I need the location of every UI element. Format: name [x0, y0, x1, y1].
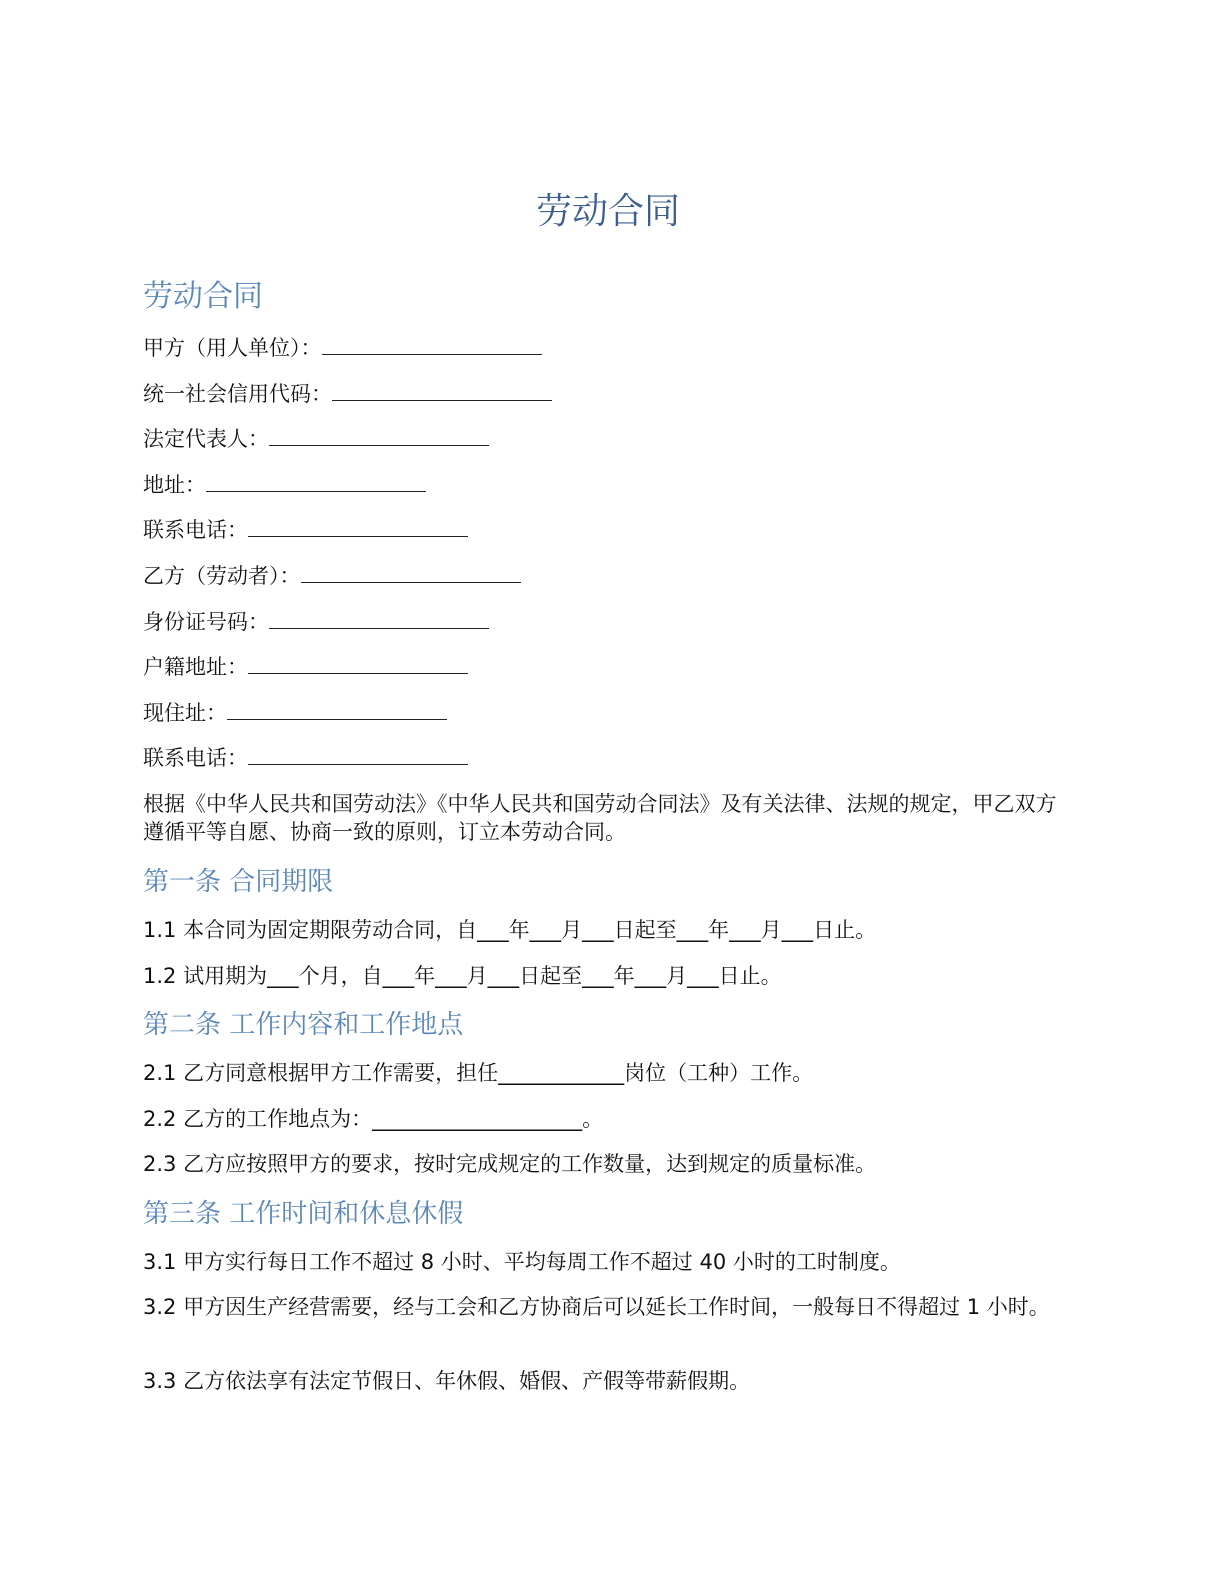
document-heading: 劳动合同 [143, 279, 263, 314]
fill-in-blank[interactable] [248, 653, 468, 674]
party-field-household-address[interactable] [143, 653, 468, 681]
fill-in-blank[interactable] [269, 425, 489, 446]
section-heading: 第一条 合同期限 [143, 867, 334, 897]
field-label: 法定代表人： [143, 427, 269, 451]
clause-text: 乙方的工作地点为：____________________。 [183, 1107, 604, 1131]
clause-number: 3.3 [143, 1369, 177, 1393]
party-field-employer-phone[interactable] [143, 516, 468, 544]
field-label: 地址： [143, 473, 206, 497]
field-label: 乙方（劳动者）： [143, 564, 301, 588]
clause [143, 1105, 603, 1133]
section-heading: 第二条 工作内容和工作地点 [143, 1010, 464, 1040]
clause-text: 甲方因生产经营需要，经与工会和乙方协商后可以延长工作时间，一般每日不得超过 1 小时。 [183, 1295, 1050, 1319]
field-label: 统一社会信用代码： [143, 382, 332, 406]
party-field-employee-phone[interactable] [143, 744, 468, 772]
fill-in-blank[interactable] [248, 516, 468, 537]
field-label: 现住址： [143, 701, 227, 725]
clause [143, 1248, 901, 1276]
fill-in-blank[interactable] [227, 699, 447, 720]
field-label: 身份证号码： [143, 610, 269, 634]
clause-number: 3.2 [143, 1295, 177, 1319]
clause-text: 试用期为___个月，自___年___月___日起至___年___月___日止。 [183, 964, 782, 988]
fill-in-blank[interactable] [301, 562, 521, 583]
party-field-employer[interactable] [143, 334, 542, 362]
party-field-credit-code[interactable] [143, 380, 552, 408]
document-title: 劳动合同 [535, 191, 680, 232]
clause-number: 1.1 [143, 918, 177, 942]
clause [143, 1150, 876, 1178]
fill-in-blank[interactable] [322, 334, 542, 355]
clause [143, 916, 876, 944]
party-field-current-address[interactable] [143, 699, 447, 727]
clause [143, 1059, 813, 1087]
section-heading: 第三条 工作时间和休息休假 [143, 1199, 464, 1229]
party-field-id-number[interactable] [143, 608, 489, 636]
clause-text: 乙方依法享有法定节假日、年休假、婚假、产假等带薪假期。 [183, 1369, 751, 1393]
preamble-paragraph: 根据《中华人民共和国劳动法》《中华人民共和国劳动合同法》及有关法律、法规的规定，甲乙双方遵循平等自愿、协商一致的原则，订立本劳动合同。 [143, 792, 1057, 844]
party-field-legal-rep[interactable] [143, 425, 489, 453]
field-label: 联系电话： [143, 518, 248, 542]
clause [143, 1293, 1068, 1321]
fill-in-blank[interactable] [248, 744, 468, 765]
field-label: 联系电话： [143, 746, 248, 770]
clause [143, 962, 782, 990]
party-field-employee[interactable] [143, 562, 521, 590]
clause [143, 1367, 750, 1395]
clause-text: 乙方同意根据甲方工作需要，担任____________岗位（工种）工作。 [183, 1061, 814, 1085]
clause-text: 本合同为固定期限劳动合同，自___年___月___日起至___年___月___日止。 [183, 918, 877, 942]
clause-text: 乙方应按照甲方的要求，按时完成规定的工作数量，达到规定的质量标准。 [183, 1152, 877, 1176]
clause-number: 2.3 [143, 1152, 177, 1176]
clause-number: 2.1 [143, 1061, 177, 1085]
clause-number: 3.1 [143, 1250, 177, 1274]
fill-in-blank[interactable] [269, 608, 489, 629]
fill-in-blank[interactable] [206, 471, 426, 492]
party-field-address[interactable] [143, 471, 426, 499]
clause-text: 甲方实行每日工作不超过 8 小时、平均每周工作不超过 40 小时的工时制度。 [183, 1250, 901, 1274]
clause-number: 2.2 [143, 1107, 177, 1131]
clause-number: 1.2 [143, 964, 177, 988]
fill-in-blank[interactable] [332, 380, 552, 401]
field-label: 户籍地址： [143, 655, 248, 679]
field-label: 甲方（用人单位）： [143, 336, 322, 360]
